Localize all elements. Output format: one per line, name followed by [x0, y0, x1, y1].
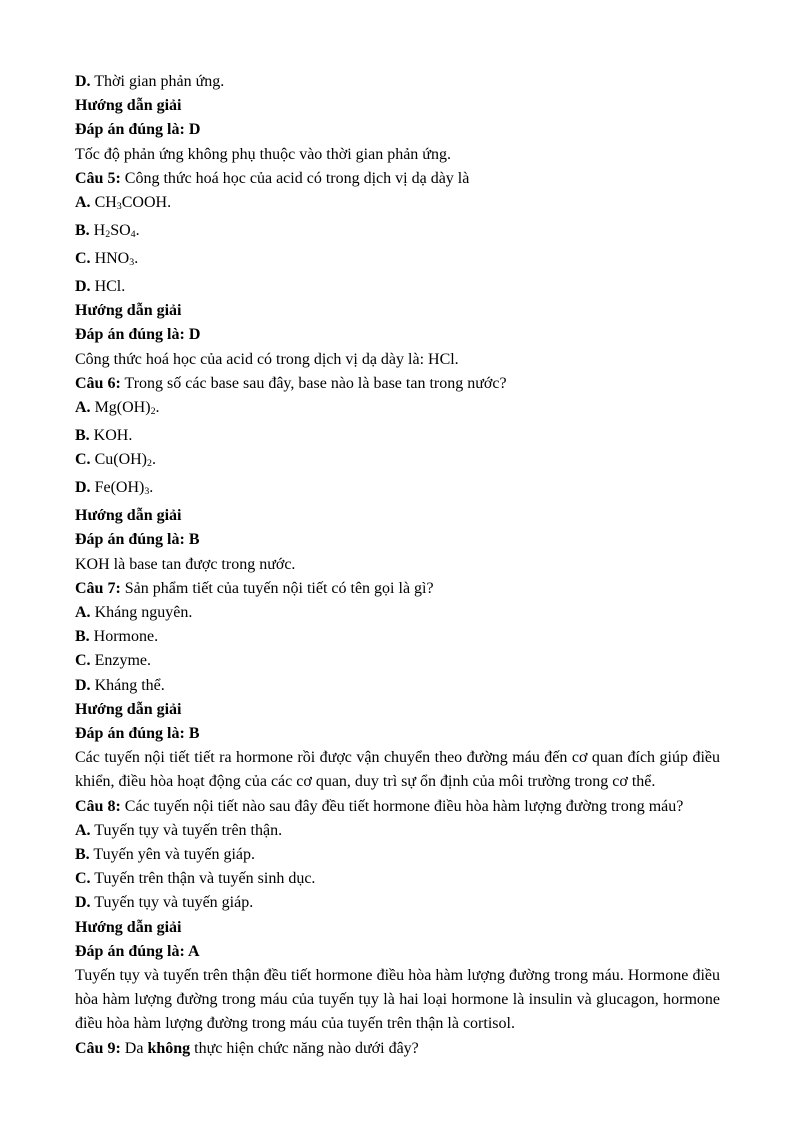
bold-text: Đáp án đúng là: B [75, 531, 200, 549]
correct-answer [75, 323, 720, 347]
text-run: Các tuyến nội tiết nào sau đây đều tiết hormone điều hòa hàm lượng đường trong máu? [120, 797, 684, 815]
bold-text: Đáp án đúng là: D [75, 326, 201, 344]
q7-option-a [75, 601, 720, 625]
text-run: Cu(OH) [90, 451, 147, 469]
bold-text: Câu 7: [75, 579, 121, 597]
solution-heading [75, 504, 720, 528]
q6-option-a [75, 396, 720, 424]
solution-heading [75, 299, 720, 323]
document-content [75, 70, 720, 1061]
subscript-text: 2 [147, 457, 152, 469]
question-5 [75, 167, 720, 191]
question-8 [75, 795, 720, 819]
solution-heading [75, 94, 720, 118]
explanation [75, 553, 720, 577]
text-run: Tuyến tụy và tuyến trên thận đều tiết hormone điều hòa hàm lượng đường trong máu. Hormone điều hòa hàm lượng đường trong máu của tuyến tụy là hai loại hormone là insulin và glucagon, hormone điều hòa hàm lượng đường trong máu của tuyến trên thận là cortisol. [75, 967, 720, 1033]
bold-text: B. [75, 426, 90, 444]
q6-option-b [75, 424, 720, 448]
bold-text: D. [75, 277, 91, 295]
text-run: Trong số các base sau đây, base nào là base tan trong nước? [120, 374, 507, 392]
text-run: Sản phẩm tiết của tuyến nội tiết có tên gọi là gì? [120, 579, 434, 597]
explanation [75, 348, 720, 372]
subscript-text: 2 [105, 228, 111, 240]
bold-text: D. [75, 479, 91, 497]
q5-option-a [75, 191, 720, 219]
correct-answer [75, 722, 720, 746]
text-run: Tuyến tụy và tuyến giáp. [90, 894, 254, 912]
bold-text: D. [75, 894, 91, 912]
option-d [75, 70, 720, 94]
text-run: HCl. [90, 277, 126, 295]
q7-option-c [75, 649, 720, 673]
subscript-text: 3 [116, 200, 122, 212]
text-run: . [149, 479, 154, 497]
text-run: . [134, 249, 139, 267]
q6-option-d [75, 476, 720, 504]
text-run: SO [110, 222, 131, 239]
bold-text: Câu 5: [75, 169, 121, 187]
bold-text: Hướng dẫn giải [75, 97, 182, 115]
text-run: H [89, 222, 106, 239]
bold-text: C. [75, 451, 91, 469]
text-run: Kháng nguyên. [90, 603, 193, 621]
text-run: thực hiện chức năng nào dưới đây? [190, 1039, 419, 1057]
text-run: . [155, 398, 160, 416]
bold-text: C. [75, 870, 91, 888]
bold-text: Câu 9: [75, 1039, 121, 1057]
question-6 [75, 372, 720, 396]
subscript-text: 4 [130, 228, 136, 240]
text-run: Công thức hoá học của acid có trong dịch vị dạ dày là [120, 169, 470, 187]
text-run: Tốc độ phản ứng không phụ thuộc vào thời gian phản ứng. [75, 145, 451, 163]
text-run: . [151, 451, 156, 469]
explanation [75, 964, 720, 1037]
bold-text: không [147, 1039, 191, 1057]
text-run: KOH là base tan được trong nước. [75, 555, 296, 573]
question-9 [75, 1037, 720, 1061]
bold-text: Hướng dẫn giải [75, 302, 182, 320]
q8-option-b [75, 843, 720, 867]
solution-heading [75, 916, 720, 940]
explanation [75, 143, 720, 167]
bold-text: Đáp án đúng là: A [75, 942, 200, 960]
bold-text: A. [75, 398, 91, 416]
text-run: Tuyến tụy và tuyến trên thận. [90, 821, 283, 839]
bold-text: A. [75, 821, 91, 839]
bold-text: Đáp án đúng là: B [75, 724, 200, 742]
q5-option-d [75, 275, 720, 299]
bold-text: D. [75, 676, 91, 694]
bold-text: Câu 6: [75, 374, 121, 392]
text-run: Kháng thể. [90, 676, 165, 694]
q7-option-d [75, 674, 720, 698]
bold-text: B. [75, 222, 90, 239]
q8-option-a [75, 819, 720, 843]
bold-text: Hướng dẫn giải [75, 918, 182, 936]
q7-option-b [75, 625, 720, 649]
bold-text: B. [75, 845, 90, 863]
subscript-text: 3 [129, 256, 135, 268]
text-run: . [135, 222, 140, 239]
bold-text: Hướng dẫn giải [75, 507, 182, 525]
text-run: Mg(OH) [90, 398, 151, 416]
q5-option-b [75, 219, 720, 247]
bold-text: D. [75, 73, 91, 90]
q8-option-d [75, 891, 720, 915]
bold-text: C. [75, 249, 91, 267]
correct-answer [75, 118, 720, 142]
text-run: Enzyme. [90, 652, 151, 670]
bold-text: Câu 8: [75, 797, 121, 815]
text-run: Hormone. [89, 628, 159, 646]
text-run: HNO [90, 249, 130, 267]
solution-heading [75, 698, 720, 722]
text-run: Da [120, 1039, 148, 1057]
bold-text: B. [75, 628, 90, 646]
correct-answer [75, 940, 720, 964]
q5-option-c [75, 247, 720, 275]
bold-text: Đáp án đúng là: D [75, 121, 201, 139]
correct-answer [75, 528, 720, 552]
bold-text: Hướng dẫn giải [75, 700, 182, 718]
text-run: Công thức hoá học của acid có trong dịch vị dạ dày là: HCl. [75, 350, 459, 368]
bold-text: A. [75, 194, 91, 212]
subscript-text: 2 [150, 405, 156, 417]
text-run: CH [90, 194, 117, 212]
text-run: KOH. [89, 426, 133, 444]
bold-text: A. [75, 603, 91, 621]
text-run: Tuyến yên và tuyến giáp. [89, 845, 255, 863]
text-run: Các tuyến nội tiết tiết ra hormone rồi được vận chuyển theo đường máu đến cơ quan đích giúp điều khiển, điều hòa hoạt động của các cơ quan, duy trì sự ổn định của môi trường trong cơ thể. [75, 749, 720, 791]
question-7 [75, 577, 720, 601]
explanation [75, 746, 720, 794]
q6-option-c [75, 448, 720, 476]
q8-option-c [75, 867, 720, 891]
text-run: Tuyến trên thận và tuyến sinh dục. [90, 870, 316, 888]
text-run: Thời gian phản ứng. [90, 73, 225, 90]
text-run: Fe(OH) [90, 479, 145, 497]
subscript-text: 3 [144, 485, 150, 497]
bold-text: C. [75, 652, 91, 670]
text-run: COOH. [121, 194, 172, 212]
